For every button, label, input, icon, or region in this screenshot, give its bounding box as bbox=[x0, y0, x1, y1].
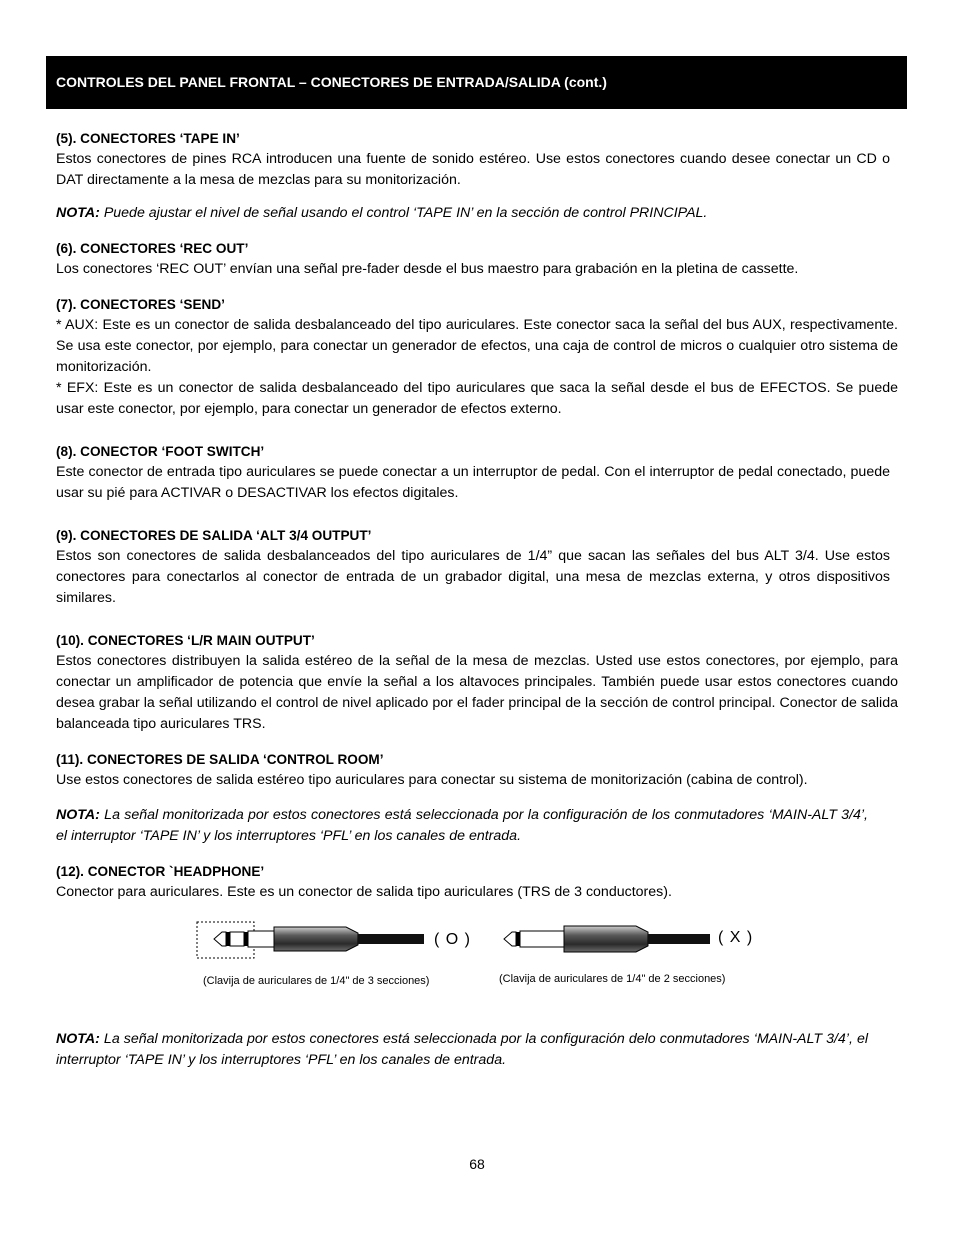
trs-plug-illustration bbox=[196, 921, 436, 965]
section-8-body: Este conector de entrada tipo auriculares se puede conectar a un interruptor de pedal. Con el interruptor de pedal conectado, puede usar su pié para ACTIVAR o DESACTIVAR los efectos digitales. bbox=[56, 464, 890, 501]
section-9-title: (9). CONECTORES DE SALIDA ‘ALT 3/4 OUTPUT’ bbox=[56, 528, 372, 543]
section-7-efx: * EFX: Este es un conector de salida desbalanceado del tipo auriculares que saca la señal desde el bus de EFECTOS. Se puede usar este conector, por ejemplo, para conectar un generador de efectos externo. bbox=[56, 380, 898, 417]
section-6-title: (6). CONECTORES ‘REC OUT’ bbox=[56, 241, 249, 256]
note-text: La señal monitorizada por estos conectores está seleccionada por la configuración de los conmutadores ‘MAIN-ALT 3/4’, el interruptor ‘TAPE IN’ y los interruptores ‘PFL’ en los canales de entrada. bbox=[56, 807, 868, 844]
section-5-title: (5). CONECTORES ‘TAPE IN’ bbox=[56, 131, 240, 146]
section-8-title: (8). CONECTOR ‘FOOT SWITCH’ bbox=[56, 444, 265, 459]
headphone-plug-figure bbox=[56, 921, 898, 1029]
ts-plug-caption: (Clavija de auriculares de 1/4" de 2 secciones) bbox=[499, 973, 726, 985]
final-note bbox=[56, 1029, 898, 1071]
ts-plug-illustration bbox=[500, 921, 720, 961]
section-7-title: (7). CONECTORES ‘SEND’ bbox=[56, 297, 225, 312]
section-header-title: CONTROLES DEL PANEL FRONTAL – CONECTORES DE ENTRADA/SALIDA (cont.) bbox=[56, 74, 607, 90]
note-label: NOTA: bbox=[56, 807, 100, 823]
page-content bbox=[56, 128, 898, 1071]
section-10-title: (10). CONECTORES ‘L/R MAIN OUTPUT’ bbox=[56, 633, 315, 648]
note-label: NOTA: bbox=[56, 1031, 100, 1047]
note-text: La señal monitorizada por estos conectores está seleccionada por la configuración delo conmutadores ‘MAIN-ALT 3/4’, el interruptor ‘TAPE IN’ y los interruptores ‘PFL’ en los canales de entrada. bbox=[56, 1031, 868, 1068]
note-label: NOTA: bbox=[56, 205, 100, 221]
ts-plug-mark: ( X ) bbox=[718, 929, 754, 946]
section-12-body: Conector para auriculares. Este es un conector de salida tipo auriculares (TRS de 3 conductores). bbox=[56, 884, 672, 900]
section-11-body: Use estos conectores de salida estéreo tipo auriculares para conectar su sistema de monitorización (cabina de control). bbox=[56, 772, 808, 788]
section-7-aux: * AUX: Este es un conector de salida desbalanceado del tipo auriculares. Este conector saca la señal del bus AUX, respectivamente. Se usa este conector, por ejemplo, para conectar un generador de efectos, una caja de control de micros o cualquier otro sistema de monitorización. bbox=[56, 317, 898, 375]
section-11-note bbox=[56, 805, 898, 847]
section-5-body: Estos conectores de pines RCA introducen una fuente de sonido estéreo. Use estos conectores cuando desee conectar un CD o DAT directamente a la mesa de mezclas para su monitorización. bbox=[56, 151, 890, 188]
section-9-body: Estos son conectores de salida desbalanceados del tipo auriculares de 1/4” que sacan las señales del bus ALT 3/4. Use estos conectores para conectarlos al conector de entrada de un grabador digital, una mesa de mezclas externa, y otros dispositivos similares. bbox=[56, 548, 890, 606]
section-10-body: Estos conectores distribuyen la salida estéreo de la señal de la mesa de mezclas. Usted use estos conectores, por ejemplo, para conectar un amplificador de potencia que envíe la señal a los altavoces principales. También puede usar estos conectores cuando desea grabar la señal utilizando el control de nivel aplicado por el fader principal de la sección de control principal. Conector de salida balanceada tipo auriculares TRS. bbox=[56, 653, 898, 732]
section-12-title: (12). CONECTOR `HEADPHONE’ bbox=[56, 864, 265, 879]
section-5-note bbox=[56, 203, 898, 224]
note-text: Puede ajustar el nivel de señal usando el control ‘TAPE IN’ en la sección de control PRINCIPAL. bbox=[99, 205, 708, 221]
section-6-body: Los conectores ‘REC OUT’ envían una señal pre-fader desde el bus maestro para grabación en la pletina de cassette. bbox=[56, 261, 799, 277]
page-number: 68 bbox=[469, 1156, 485, 1172]
trs-plug-caption: (Clavija de auriculares de 1/4" de 3 secciones) bbox=[203, 975, 430, 987]
trs-plug-mark: ( O ) bbox=[434, 931, 471, 948]
section-header-bar bbox=[46, 56, 907, 109]
section-11-title: (11). CONECTORES DE SALIDA ‘CONTROL ROOM’ bbox=[56, 752, 384, 767]
